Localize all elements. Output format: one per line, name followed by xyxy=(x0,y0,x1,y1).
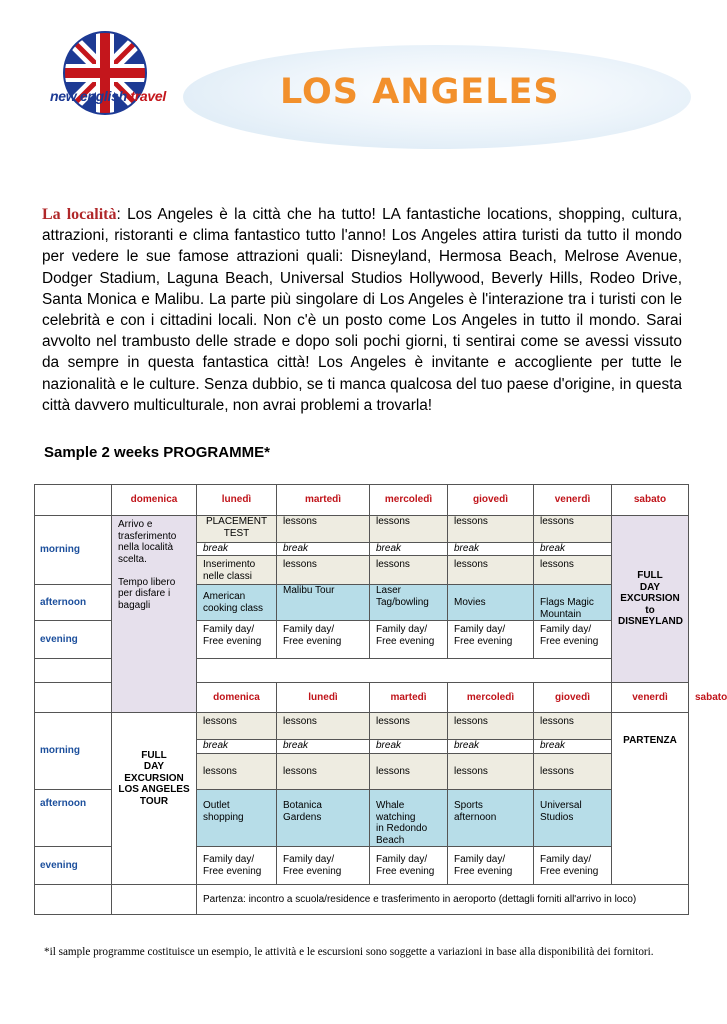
activity-cell: Movies xyxy=(448,585,534,621)
lesson-cell: lessons xyxy=(277,754,370,790)
day-header: domenica xyxy=(112,485,197,516)
intro-lead: La località xyxy=(42,206,117,223)
day-header: martedì xyxy=(370,683,448,713)
break-cell: break xyxy=(448,740,534,754)
week1-morning-row xyxy=(35,516,689,543)
header-corner xyxy=(35,683,112,713)
break-cell: break xyxy=(197,543,277,556)
break-cell: break xyxy=(534,740,612,754)
lesson-cell: lessons xyxy=(277,516,370,543)
disneyland-excursion-cell: FULL DAY EXCURSION to DISNEYLAND xyxy=(612,516,689,683)
break-cell: break xyxy=(197,740,277,754)
spacer-cell xyxy=(35,659,689,683)
activity-cell: Flags Magic Mountain xyxy=(534,585,612,621)
week2-header-row: domenica lunedì martedì mercoledì giovedì venerdì sabato xyxy=(35,683,689,713)
lesson-cell: lessons xyxy=(370,754,448,790)
lesson-cell: lessons xyxy=(448,516,534,543)
lesson-cell: lessons xyxy=(277,556,370,585)
lesson-cell: lessons xyxy=(534,556,612,585)
spacer-row xyxy=(35,659,689,683)
empty-cell xyxy=(35,885,112,915)
lesson-cell: lessons xyxy=(370,556,448,585)
footnote: *il sample programme costituisce un esempio, le attività e le escursioni sono soggette a variazioni in base alla disponibilità dei fornitori. xyxy=(44,946,654,958)
slot-evening: evening xyxy=(35,847,112,885)
evening-cell: Family day/ Free evening xyxy=(197,847,277,885)
lesson-cell: lessons xyxy=(534,516,612,543)
activity-cell: Sports afternoon xyxy=(448,790,534,847)
day-header: giovedì xyxy=(448,485,534,516)
day-header: giovedì xyxy=(534,683,612,713)
slot-afternoon: afternoon xyxy=(35,585,112,621)
activity-cell: Whale watching in Redondo Beach xyxy=(370,790,448,847)
lesson-cell: lessons xyxy=(197,754,277,790)
evening-cell: Family day/ Free evening xyxy=(448,847,534,885)
evening-cell: Family day/ Free evening xyxy=(277,621,370,659)
evening-cell: Family day/ Free evening xyxy=(534,621,612,659)
week2-morning-row xyxy=(35,713,689,740)
evening-cell: Family day/ Free evening xyxy=(534,847,612,885)
day-header: venerdì xyxy=(612,683,689,713)
evening-cell: Family day/ Free evening xyxy=(277,847,370,885)
evening-cell: Family day/ Free evening xyxy=(197,621,277,659)
evening-cell: Family day/ Free evening xyxy=(370,621,448,659)
lesson-cell: lessons xyxy=(534,713,612,740)
lesson-cell: lessons xyxy=(448,713,534,740)
evening-cell: Family day/ Free evening xyxy=(370,847,448,885)
logo xyxy=(38,26,174,122)
day-header: mercoledì xyxy=(448,683,534,713)
slot-morning: morning xyxy=(35,713,112,790)
departure-note: Partenza: incontro a scuola/residence e trasferimento in aeroporto (dettagli forniti all'arrivo in loco) xyxy=(197,885,689,915)
intro-paragraph xyxy=(42,204,682,416)
slot-evening: evening xyxy=(35,621,112,659)
class-placement-cell: Inserimento nelle classi xyxy=(197,556,277,585)
lesson-cell: lessons xyxy=(370,516,448,543)
day-header: sabato xyxy=(612,485,689,516)
lesson-cell: lessons xyxy=(277,713,370,740)
break-cell: break xyxy=(534,543,612,556)
lesson-cell: lessons xyxy=(448,556,534,585)
day-header: venerdì xyxy=(534,485,612,516)
programme-title: Sample 2 weeks PROGRAMME* xyxy=(44,444,270,461)
activity-cell: Botanica Gardens xyxy=(277,790,370,847)
schedule-table xyxy=(34,484,727,915)
la-tour-excursion-cell: FULL DAY EXCURSION LOS ANGELES TOUR xyxy=(112,713,197,885)
header-corner xyxy=(35,485,112,516)
break-cell: break xyxy=(277,543,370,556)
departure-cell: PARTENZA xyxy=(612,713,689,885)
break-cell: break xyxy=(370,740,448,754)
day-header: martedì xyxy=(277,485,370,516)
week1-header-row xyxy=(35,485,689,516)
page-title: LOS ANGELES xyxy=(280,72,560,112)
logo-text: new english travel xyxy=(50,88,166,104)
break-cell: break xyxy=(370,543,448,556)
day-header: lunedì xyxy=(197,485,277,516)
lesson-cell: lessons xyxy=(197,713,277,740)
day-header: domenica xyxy=(197,683,277,713)
activity-cell: Universal Studios xyxy=(534,790,612,847)
placement-test-cell: PLACEMENT TEST xyxy=(197,516,277,543)
activity-cell: Malibu Tour xyxy=(277,585,370,621)
activity-cell: Outlet shopping xyxy=(197,790,277,847)
departure-note-row xyxy=(35,885,689,915)
break-cell: break xyxy=(277,740,370,754)
activity-cell: American cooking class xyxy=(197,585,277,621)
slot-morning: morning xyxy=(35,516,112,585)
slot-afternoon: afternoon xyxy=(35,790,112,847)
break-cell: break xyxy=(448,543,534,556)
intro-text: : Los Angeles è la città che ha tutto! LA fantastiche locations, shopping, cultura, attrazioni, ristoranti e clima fantastico tutto l'anno! Los Angeles attira turisti da tutto il mondo per vedere le sue famose attrazioni quali: Disneyland, Hermosa Beach, Melrose Avenue, Dodger Stadium, Laguna Beach, Universal Studios Hollywood, Beverly Hills, Rodeo Drive, Santa Monica e Malibu. La parte più singolare di Los Angeles è l'interazione tra i turisti con le celebrità e con i cittadini locali. Non c'è un posto come Los Angeles in tutto il mondo. Sarai avvolto nel trambusto delle strade e dopo soli pochi giorni, ti sentirai come se avessi vissuto da sempre in questa fantastica città! Los Angeles è invitante e accogliente per tutte le nazionalità e le culture. Senza dubbio, se ti manca qualcosa del tuo paese d'origine, in questa città davvero multiculturale, non avrai problemi a trovarla! xyxy=(42,206,682,414)
lesson-cell: lessons xyxy=(448,754,534,790)
day-header: lunedì xyxy=(277,683,370,713)
week1-sunday-cell: Arrivo e trasferimento nella località scelta. Tempo libero per disfare i bagagli xyxy=(112,516,197,713)
evening-cell: Family day/ Free evening xyxy=(448,621,534,659)
lesson-cell: lessons xyxy=(534,754,612,790)
activity-cell: Laser Tag/bowling xyxy=(370,585,448,621)
day-header: mercoledì xyxy=(370,485,448,516)
empty-cell xyxy=(112,885,197,915)
lesson-cell: lessons xyxy=(370,713,448,740)
